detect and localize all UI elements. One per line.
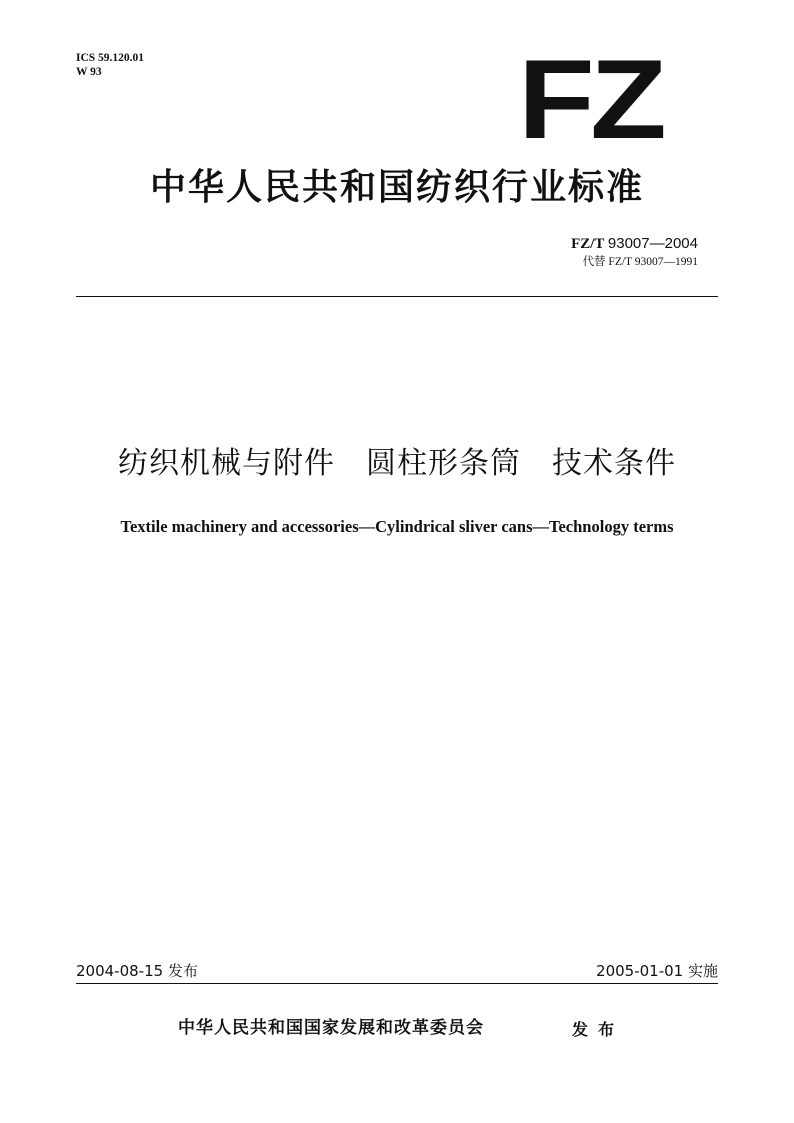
document-title-en: Textile machinery and accessories—Cylindrical sliver cans—Technology terms	[120, 517, 674, 536]
replaces-number: 代替 FZ/T 93007—1991	[582, 256, 698, 268]
issuing-authority: 中华人民共和国国家发展和改革委员会	[178, 1018, 484, 1038]
ccs-code: W 93	[76, 66, 102, 78]
ics-code: ICS 59.120.01	[76, 52, 145, 64]
fz-logo: FZ	[518, 37, 663, 162]
publish-date: 2004-08-15 发布	[76, 962, 198, 980]
standard-number-prefix: FZ/T	[571, 236, 605, 252]
standard-number	[571, 235, 698, 253]
standard-title: 中华人民共和国纺织行业标准	[149, 167, 644, 208]
bottom-divider	[76, 983, 718, 984]
classification-block	[76, 51, 144, 79]
issue-label: 发布	[572, 1020, 625, 1039]
standard-number-block	[571, 235, 698, 271]
implement-date: 2005-01-01 实施	[596, 962, 718, 980]
top-divider	[76, 296, 718, 297]
standard-number-value: 93007—2004	[607, 235, 698, 252]
document-title-cn: 纺织机械与附件 圆柱形条筒 技术条件	[118, 446, 676, 481]
